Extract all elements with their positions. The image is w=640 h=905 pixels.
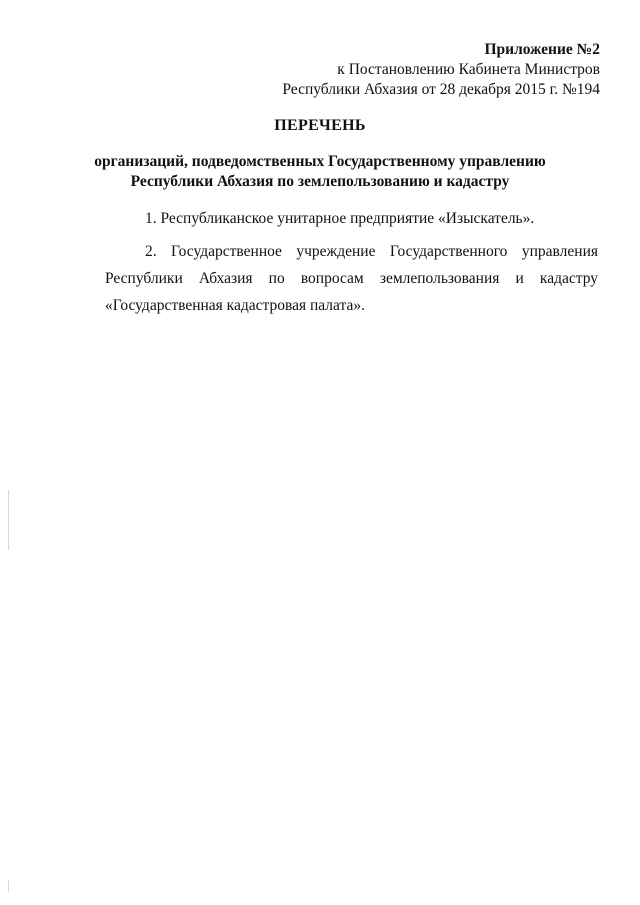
scan-artifact [8, 490, 9, 550]
scan-artifact [8, 880, 9, 892]
list-item-line-1: 2. Государственное учреждение Государственного управления [145, 243, 598, 260]
appendix-header [282, 40, 600, 100]
list-item-line-2: Республики Абхазия по вопросам землепользования и кадастру [105, 270, 598, 287]
document-subtitle-line-2: Республики Абхазия по землепользованию и кадастру [130, 173, 510, 190]
document-subtitle-line-1: организаций, подведомственных Государственному управлению [94, 153, 546, 170]
appendix-reference-line-1: к Постановлению Кабинета Министров [337, 61, 600, 78]
list-item [105, 238, 598, 319]
list-item-line-3: «Государственная кадастровая палата». [105, 297, 365, 314]
list-item-text: 1. Республиканское унитарное предприятие «Изыскатель». [145, 210, 535, 227]
document-title: ПЕРЕЧЕНЬ [274, 117, 366, 134]
list-item [105, 205, 598, 232]
document-subtitle [0, 152, 640, 192]
appendix-title: Приложение №2 [484, 41, 600, 58]
organization-list [105, 205, 598, 325]
appendix-reference-line-2: Республики Абхазия от 28 декабря 2015 г. №194 [282, 81, 600, 98]
